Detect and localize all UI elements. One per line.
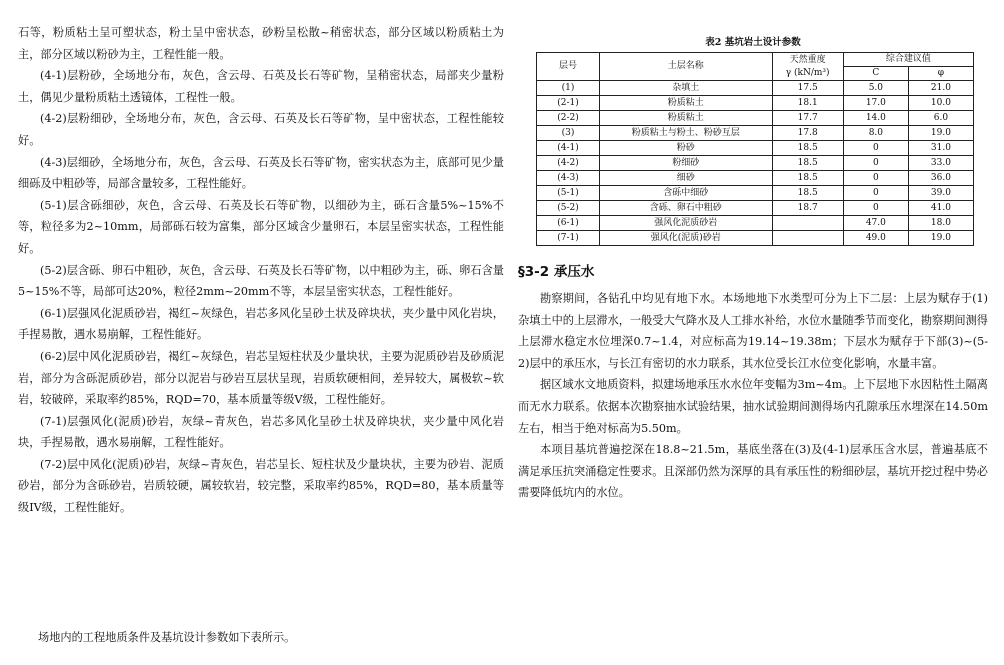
cell-name: 粉细砂 <box>600 156 773 171</box>
header-density-line2: γ (kN/m³) <box>785 67 830 78</box>
cell-c: 0 <box>843 201 908 216</box>
table-row <box>537 96 974 111</box>
table-row <box>537 216 974 231</box>
footer-text: 场地内的工程地质条件及基坑设计参数如下表所示。 <box>38 631 296 644</box>
cell-layer: (4-2) <box>537 156 600 171</box>
paragraph: (7-2)层中风化(泥质)砂岩，灰绿~青灰色，岩芯呈长、短柱状及少量块状，主要为砂岩、泥质砂岩，部分为含砾砂岩，岩质较硬，属较软岩，较完整，采取率约85%，RQD=80，基本质量等级IV级，工程性能好。 <box>18 457 504 515</box>
cell-c: 5.0 <box>843 81 908 96</box>
cell-name: 粉质粘土与粉土、粉砂互层 <box>600 126 773 141</box>
paragraph: (4-3)层细砂，全场地分布，灰色，含云母、石英及长石等矿物，密实状态为主，底部可见少量细砾及中粗砂等，局部含量较多，工程性能好。 <box>18 155 504 191</box>
left-column <box>18 22 504 519</box>
header-c: C <box>843 67 908 81</box>
header-name: 土层名称 <box>600 53 773 81</box>
cell-gamma: 18.5 <box>772 141 843 156</box>
paragraph: 石等，粉质粘土呈可塑状态，粉土呈中密状态，砂粉呈松散~稍密状态，部分区域以粉质粘土为主，部分区域以粉砂为主，工程性能一般。 <box>18 26 504 61</box>
cell-name: 强风化(泥质)砂岩 <box>600 231 773 246</box>
table-row <box>537 171 974 186</box>
cell-gamma <box>772 231 843 246</box>
table-row <box>537 186 974 201</box>
cell-phi: 19.0 <box>908 126 973 141</box>
header-group: 综合建议值 <box>843 53 973 67</box>
header-phi: φ <box>908 67 973 81</box>
table-row <box>537 81 974 96</box>
cell-phi: 33.0 <box>908 156 973 171</box>
cell-name: 粉砂 <box>600 141 773 156</box>
cell-name: 细砂 <box>600 171 773 186</box>
cell-c: 0 <box>843 156 908 171</box>
cell-phi: 18.0 <box>908 216 973 231</box>
cell-gamma: 17.8 <box>772 126 843 141</box>
cell-gamma: 17.7 <box>772 111 843 126</box>
paragraph: (4-1)层粉砂，全场地分布，灰色，含云母、石英及长石等矿物，呈稍密状态，局部夹少量粉土，偶见少量粉质粘土透镜体，工程性一般。 <box>18 69 504 104</box>
paragraph: (5-2)层含砾、卵石中粗砂，灰色，含云母、石英及长石等矿物，以中粗砂为主，砾、卵石含量5~15%不等，局部可达20%，粒径2mm~20mm不等，本层呈密实状态，工程性能好。 <box>18 263 504 299</box>
cell-layer: (7-1) <box>537 231 600 246</box>
cell-c: 17.0 <box>843 96 908 111</box>
cell-gamma: 18.5 <box>772 186 843 201</box>
paragraph: 勘察期间，各钻孔中均见有地下水。本场地地下水类型可分为上下二层：上层为赋存于(1)杂填土中的上层滞水，一般受大气降水及人工排水补给，水位水量随季节而变化，勘察期间测得上层滞水稳定水位埋深0.7~1.4，对应标高为19.14~19.38m；下层水为赋存于下部(3)~(5-2)层中的承压水，与长江有密切的水力联系，其水位受长江水位变化影响，水量丰富。 <box>518 292 988 370</box>
cell-phi: 21.0 <box>908 81 973 96</box>
table-caption: 表2 基坑岩土设计参数 <box>705 37 801 48</box>
cell-phi: 39.0 <box>908 186 973 201</box>
cell-gamma <box>772 216 843 231</box>
cell-gamma: 18.5 <box>772 156 843 171</box>
table-row <box>537 231 974 246</box>
right-paragraphs <box>518 288 988 504</box>
table-row <box>537 201 974 216</box>
header-density <box>772 53 843 81</box>
paragraph: (7-1)层强风化(泥质)砂岩，灰绿~青灰色，岩芯多风化呈砂土状及碎块状，夹少量中风化岩块，手捏易散，遇水易崩解，工程性能好。 <box>18 414 504 450</box>
table-row <box>537 126 974 141</box>
paragraph: (6-2)层中风化泥质砂岩，褐红~灰绿色，岩芯呈短柱状及少量块状，主要为泥质砂岩及砂质泥岩，部分为含砾泥质砂岩，部分以泥岩与砂岩互层状呈现，岩质软硬相间，差异较大，属极软~软岩，较破碎，采取率约85%，RQD=70，基本质量等级V级，工程性能好。 <box>18 349 504 407</box>
cell-layer: (2-2) <box>537 111 600 126</box>
cell-name: 粉质粘土 <box>600 96 773 111</box>
cell-phi: 6.0 <box>908 111 973 126</box>
cell-layer: (5-2) <box>537 201 600 216</box>
table-row <box>537 156 974 171</box>
cell-layer: (6-1) <box>537 216 600 231</box>
cell-layer: (3) <box>537 126 600 141</box>
cell-name: 含砾、卵石中粗砂 <box>600 201 773 216</box>
cell-name: 强风化泥质砂岩 <box>600 216 773 231</box>
table-row <box>537 111 974 126</box>
paragraph: (6-1)层强风化泥质砂岩，褐红~灰绿色，岩芯多风化呈砂土状及碎块状，夹少量中风化岩块，手捏易散，遇水易崩解，工程性能好。 <box>18 306 504 342</box>
cell-phi: 10.0 <box>908 96 973 111</box>
header-density-line1: 天然重度 <box>789 54 826 65</box>
cell-phi: 19.0 <box>908 231 973 246</box>
cell-c: 49.0 <box>843 231 908 246</box>
cell-c: 0 <box>843 141 908 156</box>
cell-layer: (2-1) <box>537 96 600 111</box>
cell-gamma: 18.5 <box>772 171 843 186</box>
cell-gamma: 18.7 <box>772 201 843 216</box>
paragraph: 本项目基坑普遍挖深在18.8~21.5m，基底坐落在(3)及(4-1)层承压含水层，普遍基底不满足承压抗突涌稳定性要求。且深部仍然为深厚的具有承压性的粉细砂层，基坑开挖过程中势必需要降低坑内的水位。 <box>518 443 988 500</box>
table-row <box>537 141 974 156</box>
cell-phi: 31.0 <box>908 141 973 156</box>
table-body <box>537 81 974 246</box>
soil-parameter-table <box>536 52 974 246</box>
cell-layer: (5-1) <box>537 186 600 201</box>
cell-gamma: 18.1 <box>772 96 843 111</box>
cell-name: 粉质粘土 <box>600 111 773 126</box>
cell-name: 杂填土 <box>600 81 773 96</box>
cell-c: 14.0 <box>843 111 908 126</box>
cell-layer: (4-1) <box>537 141 600 156</box>
cell-layer: (1) <box>537 81 600 96</box>
cell-phi: 41.0 <box>908 201 973 216</box>
paragraph: (5-1)层含砾细砂，灰色，含云母、石英及长石等矿物，以细砂为主，砾石含量5%~15%不等，粒径多为2~10mm，局部砾石较为富集，部分区域含少量卵石，本层呈密实状态，工程性能好。 <box>18 198 504 255</box>
right-column <box>518 34 988 504</box>
paragraph: (4-2)层粉细砂，全场地分布，灰色，含云母、石英及长石等矿物，呈中密状态，工程性能较好。 <box>18 112 504 147</box>
paragraph: 据区域水文地质资料，拟建场地承压水水位年变幅为3m~4m。上下层地下水因粘性土隔离而无水力联系。依据本次勘察抽水试验结果，抽水试验期间测得场内孔隙承压水埋深在14.50m左右，相当于绝对标高为5.50m。 <box>518 378 988 435</box>
cell-phi: 36.0 <box>908 171 973 186</box>
cell-c: 0 <box>843 171 908 186</box>
section-title: §3-2 承压水 <box>518 264 595 280</box>
cell-layer: (4-3) <box>537 171 600 186</box>
cell-c: 8.0 <box>843 126 908 141</box>
header-layer: 层号 <box>537 53 600 81</box>
cell-name: 含砾中细砂 <box>600 186 773 201</box>
cell-c: 0 <box>843 186 908 201</box>
cell-c: 47.0 <box>843 216 908 231</box>
cell-gamma: 17.5 <box>772 81 843 96</box>
